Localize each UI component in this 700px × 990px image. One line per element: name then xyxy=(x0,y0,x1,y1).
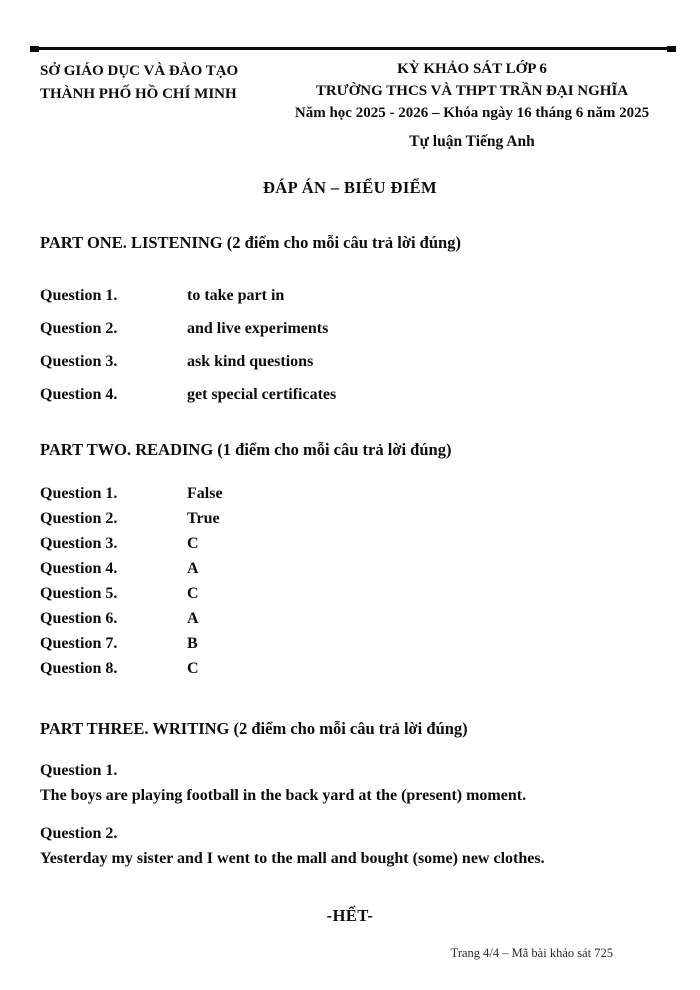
end-of-document-mark: -HẾT- xyxy=(326,906,374,925)
answer-row xyxy=(40,634,680,653)
answer-row xyxy=(40,319,680,338)
answer-row xyxy=(40,584,680,603)
question-label: Question 3. xyxy=(40,353,118,370)
authority-line-2: THÀNH PHỐ HỒ CHÍ MINH xyxy=(40,86,237,102)
writing-answer-block xyxy=(40,824,684,868)
question-answer: B xyxy=(187,635,198,652)
question-label: Question 4. xyxy=(40,560,118,577)
issuing-authority-block xyxy=(40,60,238,106)
section-heading-reading: PART TWO. READING (1 điểm cho mỗi câu trả lời đúng) xyxy=(40,440,452,459)
answer-row xyxy=(40,286,680,305)
question-answer: A xyxy=(187,560,199,577)
question-label: Question 1. xyxy=(40,762,118,779)
writing-answer-block xyxy=(40,761,684,805)
question-answer: True xyxy=(187,510,220,527)
question-answer: to take part in xyxy=(187,287,285,304)
answer-row xyxy=(40,385,680,404)
question-answer: and live experiments xyxy=(187,320,329,337)
school-name: TRƯỜNG THCS VÀ THPT TRẦN ĐẠI NGHĨA xyxy=(315,83,629,99)
school-year-line: Năm học 2025 - 2026 – Khóa ngày 16 tháng 6 năm 2025 xyxy=(294,105,650,121)
answer-row xyxy=(40,352,680,371)
exam-info-block xyxy=(262,58,682,153)
reading-answer-list xyxy=(40,484,680,684)
answer-row xyxy=(40,659,680,678)
answer-row xyxy=(40,559,680,578)
exam-subject: Tự luận Tiếng Anh xyxy=(409,133,535,150)
question-answer: C xyxy=(187,535,199,552)
page-title: ĐÁP ÁN – BIỂU ĐIỂM xyxy=(262,178,438,197)
section-heading-writing: PART THREE. WRITING (2 điểm cho mỗi câu trả lời đúng) xyxy=(40,719,468,738)
authority-line-1: SỞ GIÁO DỤC VÀ ĐÀO TẠO xyxy=(40,63,239,79)
question-label: Question 3. xyxy=(40,535,118,552)
question-answer: get special certificates xyxy=(187,386,337,403)
question-label: Question 7. xyxy=(40,635,118,652)
question-label: Question 2. xyxy=(40,510,118,527)
question-answer: False xyxy=(187,485,223,502)
question-label: Question 2. xyxy=(40,825,118,842)
question-label: Question 1. xyxy=(40,485,118,502)
writing-answer-list xyxy=(40,761,684,887)
answer-row xyxy=(40,534,680,553)
question-answer: C xyxy=(187,660,199,677)
exam-name: KỲ KHẢO SÁT LỚP 6 xyxy=(397,61,547,77)
top-rule xyxy=(32,47,674,50)
question-label: Question 4. xyxy=(40,386,118,403)
top-rule-right-cap xyxy=(667,46,676,52)
question-answer: The boys are playing football in the back yard at the (present) moment. xyxy=(40,787,527,804)
answer-row xyxy=(40,484,680,503)
question-label: Question 5. xyxy=(40,585,118,602)
section-heading-listening: PART ONE. LISTENING (2 điểm cho mỗi câu trả lời đúng) xyxy=(40,233,461,252)
question-answer: A xyxy=(187,610,199,627)
listening-answer-list xyxy=(40,286,680,418)
question-label: Question 6. xyxy=(40,610,118,627)
page-footer: Trang 4/4 – Mã bài khảo sát 725 xyxy=(450,946,613,960)
top-rule-left-cap xyxy=(30,46,39,52)
question-answer: Yesterday my sister and I went to the mall and bought (some) new clothes. xyxy=(40,850,545,867)
question-label: Question 8. xyxy=(40,660,118,677)
answer-row xyxy=(40,509,680,528)
question-answer: ask kind questions xyxy=(187,353,314,370)
question-answer: C xyxy=(187,585,199,602)
answer-row xyxy=(40,609,680,628)
question-label: Question 2. xyxy=(40,320,118,337)
question-label: Question 1. xyxy=(40,287,118,304)
